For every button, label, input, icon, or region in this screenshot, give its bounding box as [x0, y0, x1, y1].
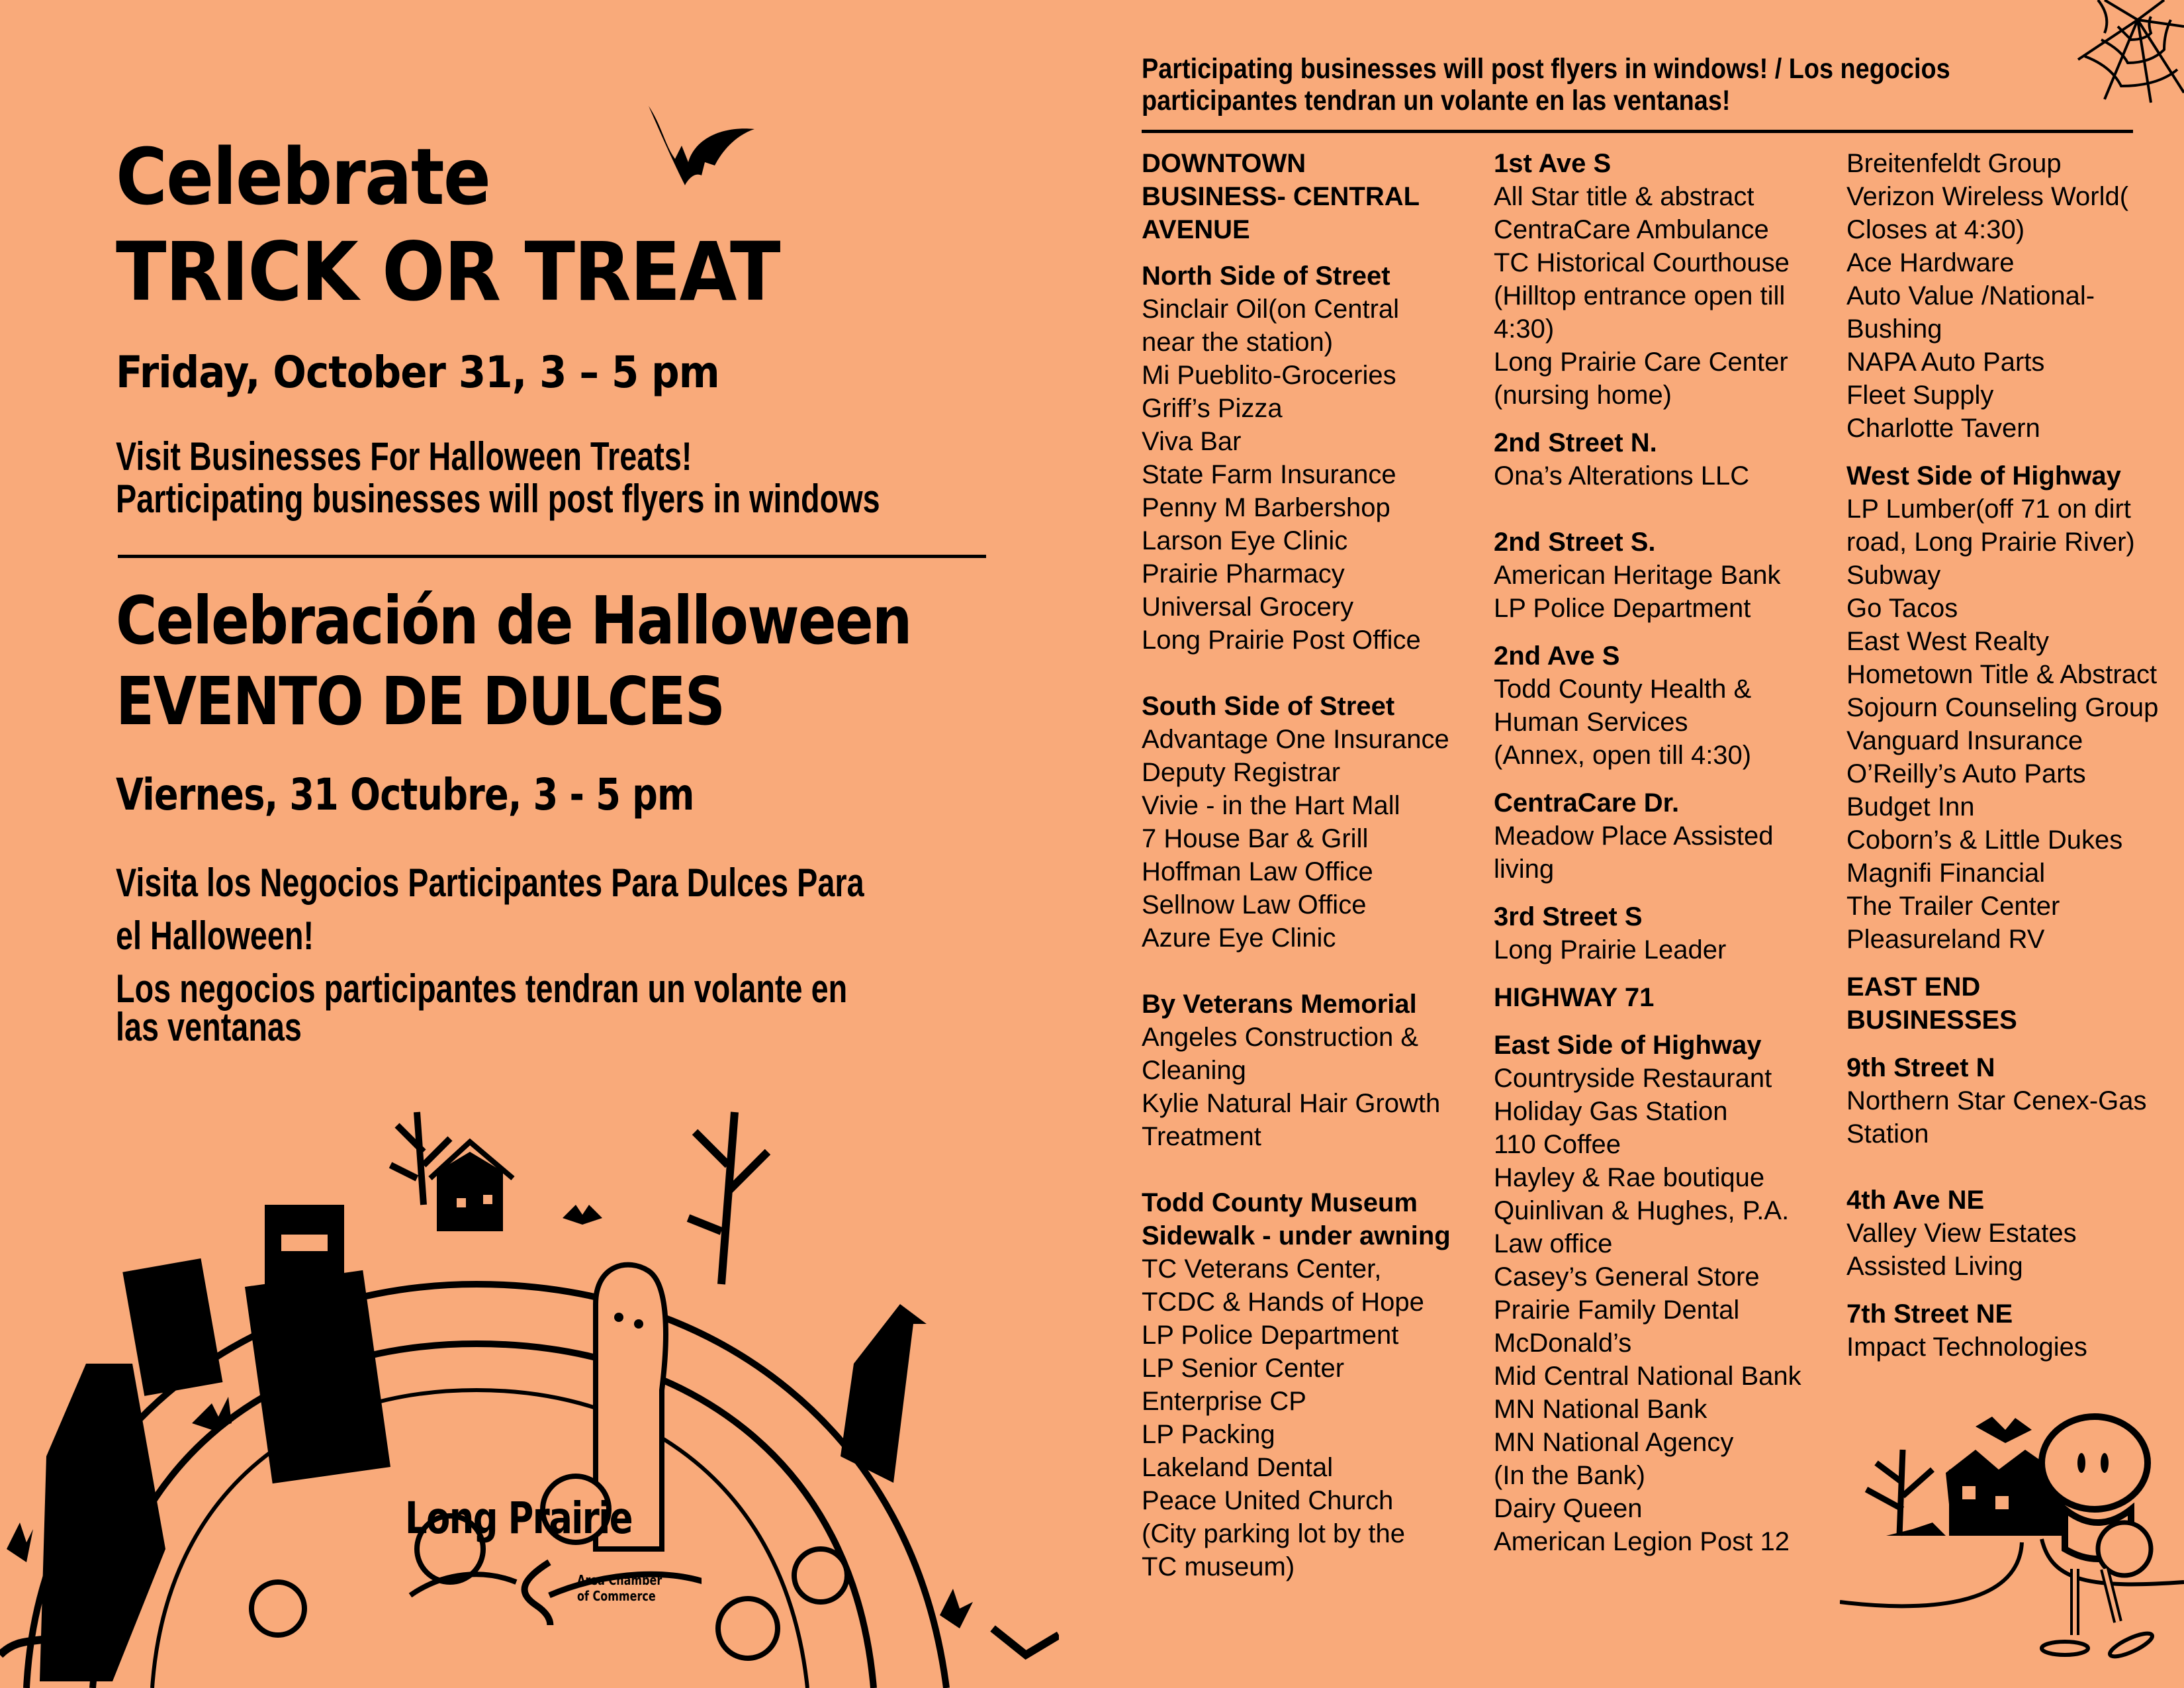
column-downtown	[1142, 147, 1486, 1598]
business-item: CentraCare Ambulance	[1494, 215, 1769, 244]
section-todd-county-museum	[1142, 1186, 1486, 1583]
section-heading: 2nd Street S.	[1494, 528, 1656, 557]
title-evento-de-dulces: EVENTO DE DULCES	[116, 663, 725, 740]
business-item: Law office	[1494, 1229, 1613, 1258]
business-item: (Hilltop entrance open till	[1494, 281, 1786, 310]
business-item: Fleet Supply	[1846, 381, 1994, 410]
business-item: Pleasureland RV	[1846, 925, 2045, 954]
business-item: MN National Agency	[1494, 1428, 1734, 1457]
business-item: Verizon Wireless World(	[1846, 182, 2129, 211]
business-item: Cleaning	[1142, 1056, 1246, 1085]
business-item: Enterprise CP	[1142, 1387, 1306, 1416]
logo-sub-line-2: of Commerce	[577, 1588, 656, 1604]
business-item: McDonald’s	[1494, 1329, 1632, 1358]
business-item: Sojourn Counseling Group	[1846, 693, 2159, 722]
business-item: All Star title & abstract	[1494, 182, 1754, 211]
flyer-notice	[1142, 53, 1950, 117]
business-item: Ace Hardware	[1846, 248, 2015, 277]
business-item: MN National Bank	[1494, 1395, 1707, 1424]
column-streets-highway	[1494, 147, 1844, 1573]
business-item: road, Long Prairie River)	[1846, 528, 2135, 557]
long-prairie-chamber-logo	[397, 1493, 702, 1625]
section-centracare-dr	[1494, 786, 1844, 886]
business-item: (Annex, open till 4:30)	[1494, 741, 1752, 770]
business-item: Casey’s General Store	[1494, 1262, 1760, 1291]
business-item: Valley View Estates	[1846, 1219, 2077, 1248]
area-title: HIGHWAY 71	[1494, 983, 1655, 1012]
divider-left	[118, 555, 986, 558]
business-item: Mid Central National Bank	[1494, 1362, 1801, 1391]
business-item: State Farm Insurance	[1142, 460, 1396, 489]
business-item: TC museum)	[1142, 1552, 1295, 1581]
business-item: (In the Bank)	[1494, 1461, 1646, 1490]
section-west-side-highway	[1846, 459, 2184, 956]
business-item: Hayley & Rae boutique	[1494, 1163, 1765, 1192]
business-item: Mi Pueblito-Groceries	[1142, 361, 1396, 390]
section-east-side-highway	[1494, 1029, 1844, 1558]
section-heading: 4th Ave NE	[1846, 1186, 1985, 1215]
business-item: Peace United Church	[1142, 1486, 1394, 1515]
section-heading: East Side of Highway	[1494, 1031, 1762, 1060]
business-item: Charlotte Tavern	[1846, 414, 2040, 443]
section-heading: 3rd Street S	[1494, 902, 1643, 931]
divider-right	[1142, 130, 2133, 133]
section-heading: 7th Street NE	[1846, 1299, 2013, 1329]
business-item: East West Realty	[1846, 627, 2050, 656]
section-east-side-continued	[1846, 147, 2184, 445]
business-item: Azure Eye Clinic	[1142, 923, 1336, 953]
business-item: Long Prairie Leader	[1494, 935, 1727, 964]
section-heading: West Side of Highway	[1846, 461, 2121, 491]
section-heading: 9th Street N	[1846, 1053, 1995, 1082]
subtitle-visit: Visit Businesses For Halloween Treats!	[116, 434, 692, 479]
column-highway-east-end	[1846, 147, 2184, 1378]
bat-icon	[635, 99, 781, 192]
section-heading: North Side of Street	[1142, 261, 1390, 291]
business-item: Coborn’s & Little Dukes	[1846, 825, 2123, 855]
subtitle-negocios-2: las ventanas	[116, 1005, 302, 1049]
river-swoosh-icon	[397, 1493, 702, 1625]
business-item: Prairie Pharmacy	[1142, 559, 1345, 588]
subtitle-flyers: Participating businesses will post flyers in windows	[116, 477, 880, 521]
business-item: Assisted Living	[1846, 1252, 2023, 1281]
area-title-line: BUSINESS- CENTRAL	[1142, 182, 1420, 211]
section-7th-street-ne	[1846, 1297, 2184, 1364]
business-item: Quinlivan & Hughes, P.A.	[1494, 1196, 1790, 1225]
section-1st-ave-s	[1494, 147, 1844, 412]
business-item: Northern Star Cenex-Gas	[1846, 1086, 2147, 1115]
business-item: (City parking lot by the	[1142, 1519, 1405, 1548]
section-heading: South Side of Street	[1142, 692, 1395, 721]
notice-line-1: Participating businesses will post flyers in windows! / Los negocios	[1142, 53, 1950, 85]
area-title-line: DOWNTOWN	[1142, 149, 1306, 178]
haunted-house-icon	[430, 1142, 513, 1231]
business-item: Subway	[1846, 561, 1941, 590]
business-item: LP Packing	[1142, 1420, 1275, 1449]
business-item: Universal Grocery	[1142, 592, 1354, 622]
business-item: O’Reilly’s Auto Parts	[1846, 759, 2086, 788]
section-2nd-street-n	[1494, 426, 1844, 492]
business-item: LP Police Department	[1494, 594, 1751, 623]
business-item: Go Tacos	[1846, 594, 1958, 623]
area-title-east-end	[1846, 970, 2184, 1037]
area-title-line: AVENUE	[1142, 215, 1250, 244]
logo-sub-line-1: Area Chamber	[577, 1572, 662, 1588]
business-item: LP Lumber(off 71 on dirt	[1846, 494, 2131, 524]
section-veterans-memorial	[1142, 988, 1486, 1153]
section-9th-street-n	[1846, 1051, 2184, 1150]
business-item: Bushing	[1846, 314, 1942, 344]
business-item: 7 House Bar & Grill	[1142, 824, 1369, 853]
subtitle-negocios-1: Los negocios participantes tendran un volante en	[116, 966, 848, 1011]
business-item: near the station)	[1142, 328, 1334, 357]
title-celebracion: Celebración de Halloween	[116, 582, 911, 659]
business-item: NAPA Auto Parts	[1846, 348, 2045, 377]
business-item: Sellnow Law Office	[1142, 890, 1367, 919]
business-item: Vanguard Insurance	[1846, 726, 2083, 755]
section-heading: Sidewalk - under awning	[1142, 1221, 1451, 1250]
business-item: LP Senior Center	[1142, 1354, 1345, 1383]
section-2nd-ave-s	[1494, 639, 1844, 772]
section-heading: 1st Ave S	[1494, 149, 1612, 178]
business-item: Kylie Natural Hair Growth	[1142, 1089, 1441, 1118]
business-item: TC Historical Courthouse	[1494, 248, 1790, 277]
business-item: (nursing home)	[1494, 381, 1672, 410]
business-item: Long Prairie Care Center	[1494, 348, 1788, 377]
logo-subtitle	[577, 1572, 662, 1604]
area-title: EAST END	[1846, 972, 1981, 1002]
business-item: Dairy Queen	[1494, 1494, 1643, 1523]
business-item: Ona’s Alterations LLC	[1494, 461, 1750, 491]
business-item: Todd County Health &	[1494, 675, 1752, 704]
business-item: TC Veterans Center,	[1142, 1254, 1382, 1284]
business-item: Advantage One Insurance	[1142, 725, 1449, 754]
event-date-spanish: Viernes, 31 Octubre, 3 - 5 pm	[116, 769, 694, 820]
section-heading: 2nd Street N.	[1494, 428, 1657, 457]
business-item: Angeles Construction &	[1142, 1023, 1419, 1052]
business-item: 110 Coffee	[1494, 1130, 1621, 1159]
section-heading: By Veterans Memorial	[1142, 990, 1417, 1019]
business-item: Human Services	[1494, 708, 1688, 737]
notice-line-2: participantes tendran un volante en las ventanas!	[1142, 85, 1731, 117]
business-item: LP Police Department	[1142, 1321, 1399, 1350]
subtitle-visita-1: Visita los Negocios Participantes Para Dulces Para	[116, 861, 864, 905]
spider-web-icon	[2065, 0, 2184, 106]
section-south-side	[1142, 690, 1486, 955]
business-item: Magnifi Financial	[1846, 859, 2046, 888]
section-4th-ave-ne	[1846, 1184, 2184, 1283]
section-3rd-street-s	[1494, 900, 1844, 966]
business-item: Hometown Title & Abstract	[1846, 660, 2158, 689]
business-item: living	[1494, 855, 1555, 884]
business-item: Lakeland Dental	[1142, 1453, 1334, 1482]
business-item: The Trailer Center	[1846, 892, 2060, 921]
business-item: Deputy Registrar	[1142, 758, 1341, 787]
event-date-english: Friday, October 31, 3 – 5 pm	[116, 347, 719, 398]
business-item: Auto Value /National-	[1846, 281, 2095, 310]
business-item: Sinclair Oil(on Central	[1142, 295, 1400, 324]
business-item: Larson Eye Clinic	[1142, 526, 1348, 555]
title-trick-or-treat: TRICK OR TREAT	[116, 225, 780, 319]
business-item: Prairie Family Dental	[1494, 1295, 1740, 1325]
logo-name: Long Prairie	[405, 1493, 632, 1544]
business-item: Station	[1846, 1119, 1929, 1149]
business-item: Closes at 4:30)	[1846, 215, 2025, 244]
business-item: Viva Bar	[1142, 427, 1242, 456]
business-item: Hoffman Law Office	[1142, 857, 1373, 886]
skeleton-trick-or-treater-illustration	[1840, 1383, 2184, 1662]
business-item: Impact Technologies	[1846, 1333, 2087, 1362]
business-item: Griff’s Pizza	[1142, 394, 1283, 423]
subtitle-visita-2: el Halloween!	[116, 914, 314, 958]
business-item: Meadow Place Assisted	[1494, 821, 1774, 851]
area-title-downtown	[1142, 147, 1486, 246]
business-item: Breitenfeldt Group	[1846, 149, 2062, 178]
section-heading: 2nd Ave S	[1494, 641, 1620, 671]
business-item: Treatment	[1142, 1122, 1261, 1151]
section-heading: CentraCare Dr.	[1494, 788, 1680, 818]
business-item: 4:30)	[1494, 314, 1555, 344]
business-item: Countryside Restaurant	[1494, 1064, 1772, 1093]
section-north-side	[1142, 259, 1486, 657]
business-item: Long Prairie Post Office	[1142, 626, 1421, 655]
business-item: Penny M Barbershop	[1142, 493, 1390, 522]
title-celebrate: Celebrate	[116, 131, 490, 222]
area-title: BUSINESSES	[1846, 1006, 2017, 1035]
section-heading: Todd County Museum	[1142, 1188, 1418, 1217]
area-title-highway-71	[1494, 981, 1844, 1014]
section-2nd-street-s	[1494, 526, 1844, 625]
business-item: Holiday Gas Station	[1494, 1097, 1728, 1126]
business-item: American Legion Post 12	[1494, 1527, 1790, 1556]
business-item: Budget Inn	[1846, 792, 1975, 821]
business-item: Vivie - in the Hart Mall	[1142, 791, 1400, 820]
business-item: American Heritage Bank	[1494, 561, 1781, 590]
business-item: TCDC & Hands of Hope	[1142, 1288, 1424, 1317]
